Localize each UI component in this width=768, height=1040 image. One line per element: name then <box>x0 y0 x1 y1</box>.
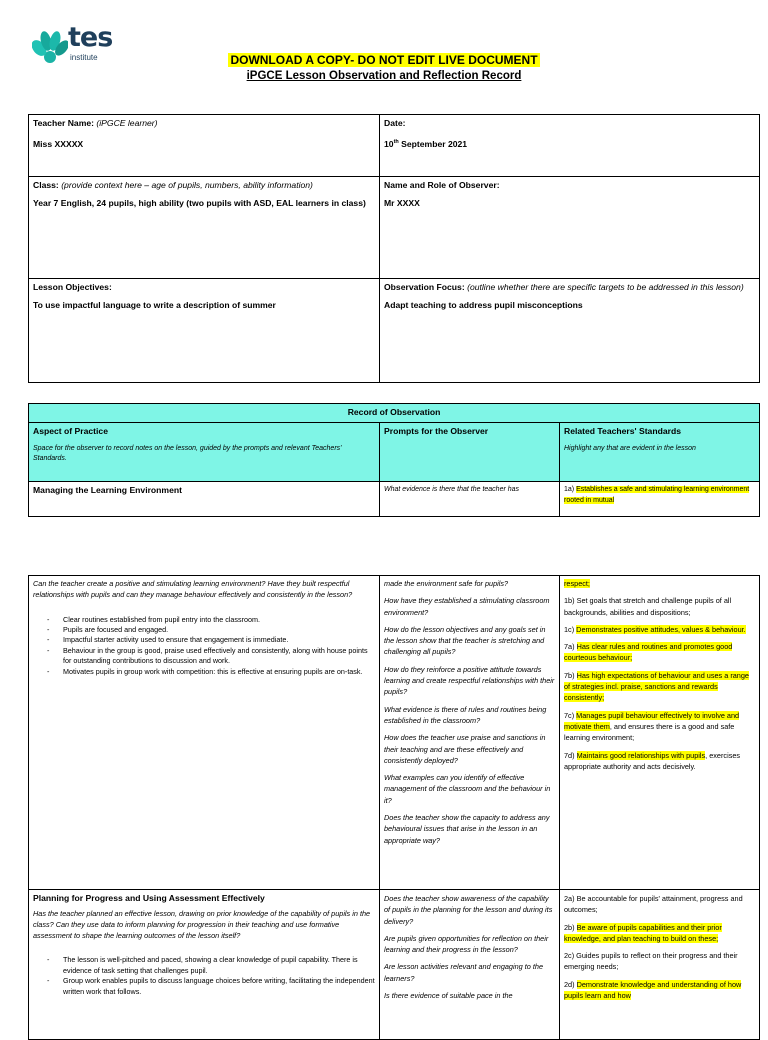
record-title: Record of Observation <box>29 404 760 423</box>
prompt-item: How do the lesson objectives and any goals set in the lesson show that the teacher is stretching and challenging all pupils? <box>384 624 546 657</box>
prompt-item: How do they reinforce a positive attitude towards learning and create respectful relationships with their pupils? <box>384 664 555 697</box>
planning-notes-list <box>33 955 375 997</box>
focus-label: Observation Focus: <box>384 282 465 292</box>
observer-label: Name and Role of Observer: <box>384 180 500 190</box>
aspect-header: Aspect of Practice Space for the observer to record notes on the lesson, guided by the prompts and relevant Teachers' Standards. <box>29 423 380 482</box>
observer-value: Mr XXXX <box>384 197 420 208</box>
focus-hint: (outline whether there are specific targets to be addressed in this lesson) <box>467 282 744 292</box>
section-managing-standard: 1a) Establishes a safe and stimulating learning environment rooted in mutual <box>560 482 760 517</box>
prompt-item: Are lesson activities relevant and engaging to the learners? <box>384 962 544 983</box>
teacher-hint: (iPGCE learner) <box>96 118 158 128</box>
date-label: Date: <box>384 118 406 128</box>
prompt-item: Does the teacher show the capacity to address any behavioural issues that arise in the lesson in an appropriate way? <box>384 813 550 845</box>
standard-item: 2d) Demonstrate knowledge and understanding of how pupils learn and how <box>564 979 742 1001</box>
standard-item: 7a) Has clear rules and routines and promotes good courteous behaviour; <box>564 642 733 663</box>
objectives-cell <box>29 279 380 383</box>
standard-item: 2b) Be aware of pupils capabilities and their prior knowledge, and plan teaching to build on these; <box>564 922 722 943</box>
list-item: - Impactful starter activity used to ensure that engagement is immediate. <box>63 635 375 645</box>
document-title: iPGCE Lesson Observation and Reflection Record <box>246 70 522 82</box>
prompt-item: Does the teacher show awareness of the capability of pupils in the planning for the lesson and during its delivery? <box>384 894 553 926</box>
prompt-item: How have they established a stimulating classroom environment? <box>384 596 550 617</box>
lesson-info-table <box>28 114 760 383</box>
section-managing-prompt: What evidence is there that the teacher has <box>380 482 560 517</box>
teacher-value: Miss XXXXX <box>33 138 84 149</box>
class-value: Year 7 English, 24 pupils, high ability (two pupils with ASD, EAL learners in class) <box>33 197 366 208</box>
objectives-value: To use impactful language to write a description of summer <box>33 299 276 310</box>
standard-item: 1c) Demonstrates positive attitudes, values & behaviour. <box>564 624 746 634</box>
prompt-item: How does the teacher use praise and sanctions in their teaching and are these effectively and consistently deployed? <box>384 733 546 765</box>
record-table-continued <box>28 575 760 1040</box>
teacher-cell <box>29 115 380 177</box>
prompt-item: What examples can you identify of effective management of the classroom and the behaviour in it? <box>384 773 551 805</box>
standard-item: 2c) Guides pupils to reflect on their progress and their emerging needs; <box>564 951 738 972</box>
planning-question: Has the teacher planned an effective lesson, drawing on prior knowledge of the capability of pupils in the class? Can they use data to inform planning for progression in their teaching and use formative assessment to shape the learning outcomes of the lesson itself? <box>33 908 371 941</box>
section-planning-title: Planning for Progress and Using Assessment Effectively <box>33 893 265 903</box>
managing-prompts-cell <box>380 576 560 890</box>
section-managing-title: Managing the Learning Environment <box>29 482 380 517</box>
logo-subtitle: institute <box>70 53 98 62</box>
managing-notes-cell <box>29 576 380 890</box>
list-item: - Clear routines established from pupil entry into the classroom. <box>63 615 375 625</box>
prompt-item: What evidence is there of rules and routines being established in the classroom? <box>384 704 547 725</box>
list-item: - Group work enables pupils to discuss language choices before writing, facilitating the independent written work that follows. <box>63 976 375 997</box>
class-hint: (provide context here – age of pupils, numbers, ability information) <box>61 180 313 190</box>
list-item: - Pupils are focused and engaged. <box>63 625 375 635</box>
list-item: - Behaviour in the group is good, praise used effectively and consistently, along with house points for outstanding contributions to discussion and work. <box>63 646 375 667</box>
teacher-label: Teacher Name: <box>33 118 94 128</box>
observer-cell <box>380 177 760 279</box>
focus-value: Adapt teaching to address pupil misconceptions <box>384 299 583 310</box>
standard-item: 7c) Manages pupil behaviour effectively to involve and motivate them, and ensures there is a good and safe learning environment; <box>564 710 740 743</box>
list-item: - Motivates pupils in group work with competition: this is effective at ensuring pupils are on-task. <box>63 667 375 677</box>
standard-item: 2a) Be accountable for pupils' attainment, progress and outcomes; <box>564 894 743 915</box>
managing-standards-cell <box>560 576 760 890</box>
prompt-item: made the environment safe for pupils? <box>384 579 509 588</box>
standard-item: 1b) Set goals that stretch and challenge pupils of all backgrounds, abilities and dispositions; <box>564 596 732 617</box>
planning-prompts-cell <box>380 890 560 1040</box>
standards-header: Related Teachers' Standards Highlight any that are evident in the lesson <box>560 423 760 482</box>
planning-standards-cell <box>560 890 760 1040</box>
prompts-header: Prompts for the Observer <box>380 423 560 482</box>
prompt-item: Is there evidence of suitable pace in the <box>384 991 513 1001</box>
logo-word: tes <box>68 22 113 53</box>
focus-cell <box>380 279 760 383</box>
date-value: 10th September 2021 <box>384 138 468 149</box>
prompt-item: Are pupils given opportunities for reflection on their learning and their progress in the lesson? <box>384 933 549 955</box>
list-item: - The lesson is well-pitched and paced, showing a clear knowledge of pupil capability. There is evidence of task setting that challenges pupil. <box>63 955 375 976</box>
download-notice: DOWNLOAD A COPY- DO NOT EDIT LIVE DOCUMENT <box>230 53 538 67</box>
class-cell <box>29 177 380 279</box>
date-cell <box>380 115 760 177</box>
standard-item: 7b) Has high expectations of behaviour and uses a range of strategies incl. praise, sanctions and rewards consistently; <box>564 670 749 703</box>
managing-notes-list <box>33 615 375 678</box>
standard-item: 7d) Maintains good relationships with pupils, exercises appropriate authority and acts decisively. <box>564 750 741 771</box>
managing-question: Can the teacher create a positive and stimulating learning environment? Have they built respectful relationships with pupils and can they manage behaviour effectively and consistently in the lesson? <box>33 579 353 600</box>
class-label: Class: <box>33 180 59 190</box>
record-table <box>28 403 760 517</box>
objectives-label: Lesson Objectives: <box>33 282 112 292</box>
planning-notes-cell <box>29 890 380 1040</box>
standard-item: respect; <box>564 579 590 588</box>
